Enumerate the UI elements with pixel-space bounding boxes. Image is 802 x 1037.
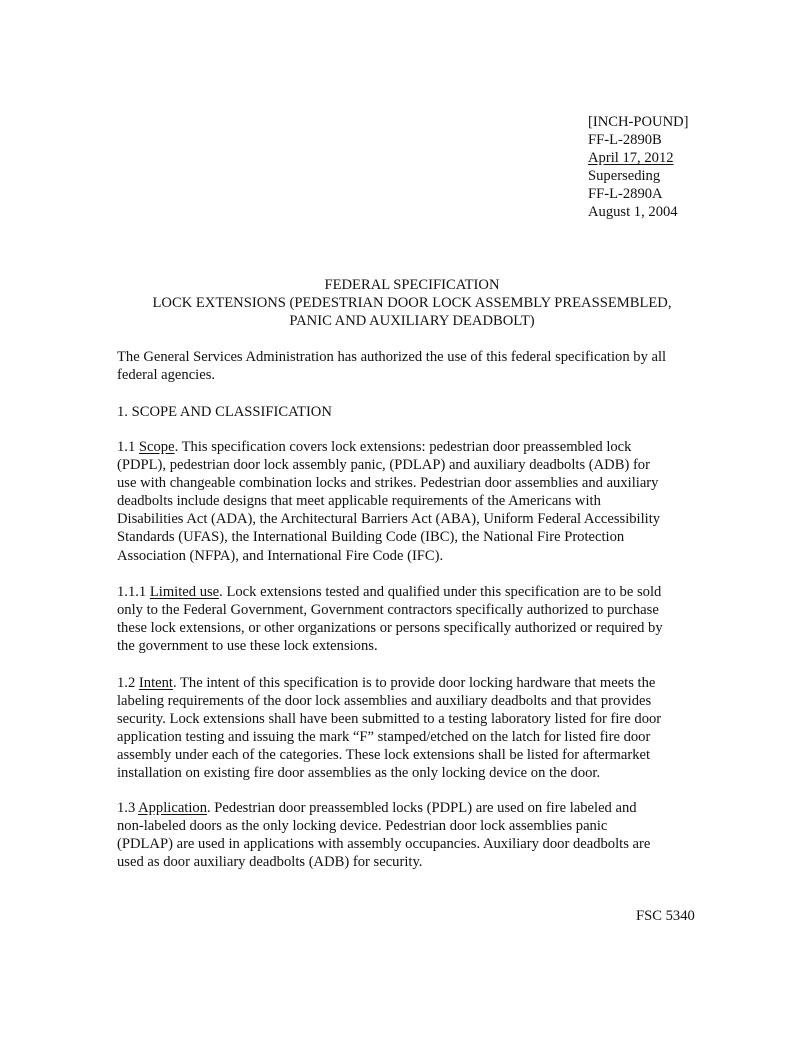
authorization-paragraph	[117, 348, 717, 384]
title-line-3: PANIC AND AUXILIARY DEADBOLT)	[289, 313, 535, 330]
section-number: 1.2	[117, 675, 136, 691]
section-1-1-1-limited-use	[117, 583, 717, 655]
paragraph-line: only to the Federal Government, Government contractors specifically authorized to purchase	[117, 602, 659, 619]
paragraph-line: federal agencies.	[117, 367, 216, 384]
superseded-document-number: FF-L-2890A	[588, 186, 663, 203]
section-number: 1.3	[117, 800, 136, 816]
paragraph-line: (PDLAP) are used in applications with assembly occupancies. Auxiliary door deadbolts are	[117, 836, 651, 853]
paragraph-line: Disabilities Act (ADA), the Architectural Barriers Act (ABA), Uniform Federal Accessibility	[117, 511, 661, 528]
paragraph-line: application testing and issuing the mark “F” stamped/etched on the latch for listed fire door	[117, 729, 651, 746]
paragraph-line: (PDPL), pedestrian door lock assembly panic, (PDLAP) and auxiliary deadbolts (ADB) for	[117, 457, 650, 474]
paragraph-first-line	[117, 583, 717, 601]
superseding-label: Superseding	[588, 168, 661, 185]
section-title: Intent	[138, 675, 173, 691]
inch-pound-designation: [INCH-POUND]	[588, 114, 689, 130]
paragraph-line: The General Services Administration has authorized the use of this federal specification by all	[117, 349, 667, 365]
paragraph-line: Standards (UFAS), the International Building Code (IBC), the National Fire Protection	[117, 529, 625, 546]
paragraph-text: . Pedestrian door preassembled locks (PDPL) are used on fire labeled and	[207, 800, 637, 816]
paragraph-line: security. Lock extensions shall have been submitted to a testing laboratory listed for fire door	[117, 711, 662, 728]
paragraph-line: used as door auxiliary deadbolts (ADB) for security.	[117, 854, 423, 871]
title-line-1: FEDERAL SPECIFICATION	[324, 277, 500, 293]
section-title: Limited use	[149, 584, 220, 600]
paragraph-text: . Lock extensions tested and qualified under this specification are to be sold	[219, 584, 662, 600]
document-date: April 17, 2012	[588, 150, 674, 167]
superseded-document-date: August 1, 2004	[588, 204, 678, 221]
paragraph-first-line	[117, 674, 717, 692]
paragraph-line: these lock extensions, or other organizations or persons specifically authorized or required by	[117, 620, 663, 637]
section-1-2-intent	[117, 674, 717, 783]
section-1-heading	[117, 403, 717, 421]
section-title: Application	[138, 800, 207, 816]
title-line-2: LOCK EXTENSIONS (PEDESTRIAN DOOR LOCK ASSEMBLY PREASSEMBLED,	[152, 295, 672, 312]
section-number: 1.1	[117, 439, 136, 455]
paragraph-line: the government to use these lock extensions.	[117, 638, 378, 655]
paragraph-first-line	[117, 438, 717, 456]
fsc-code: FSC 5340	[636, 908, 695, 924]
document-header	[588, 113, 788, 222]
paragraph-line: deadbolts include designs that meet applicable requirements of the Americans with	[117, 493, 601, 510]
paragraph-text: . The intent of this specification is to provide door locking hardware that meets the	[172, 675, 656, 691]
paragraph-line: Association (NFPA), and International Fire Code (IFC).	[117, 547, 444, 564]
section-1-1-scope	[117, 438, 717, 565]
paragraph-line: labeling requirements of the door lock assemblies and auxiliary deadbolts and that provides	[117, 693, 652, 710]
paragraph-first-line	[117, 799, 717, 817]
section-title: Scope	[138, 439, 175, 455]
paragraph-line: installation on existing fire door assemblies as the only locking device on the door.	[117, 765, 601, 782]
document-number: FF-L-2890B	[588, 132, 662, 149]
paragraph-line: use with changeable combination locks and strikes. Pedestrian door assemblies and auxiliary	[117, 475, 659, 492]
section-heading: 1. SCOPE AND CLASSIFICATION	[117, 404, 332, 420]
paragraph-line: assembly under each of the categories. These lock extensions shall be listed for aftermarket	[117, 747, 651, 764]
paragraph-text: . This specification covers lock extensions: pedestrian door preassembled lock	[174, 439, 632, 455]
document-title	[0, 276, 802, 330]
section-number: 1.1.1	[117, 584, 147, 600]
section-1-3-application	[117, 799, 717, 871]
paragraph-line: non-labeled doors as the only locking device. Pedestrian door lock assemblies panic	[117, 818, 608, 835]
